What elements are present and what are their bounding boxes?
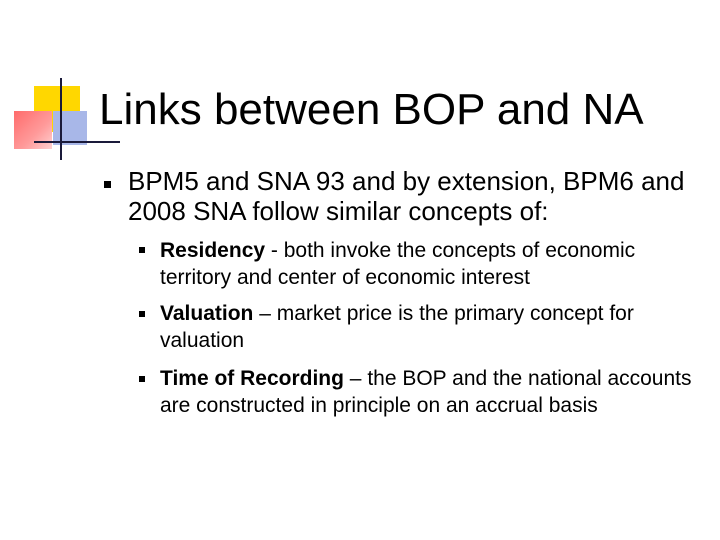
logo-vertical-line [60, 78, 62, 160]
sub-bullet-text: – the BOP and the national accounts are constructed in principle on an accrual basis [160, 367, 692, 417]
bullet-icon [104, 181, 111, 188]
logo-pink-square [14, 111, 52, 149]
sub-bullet-residency [160, 237, 705, 291]
logo-blue-square [53, 111, 87, 145]
sub-bullet-time-of-recording [160, 365, 705, 419]
sub-bullet-icon [139, 311, 145, 317]
sub-bullet-term: Valuation [160, 302, 254, 325]
logo-horizontal-line [34, 141, 120, 143]
sub-bullet-term: Time of Recording [160, 367, 344, 390]
slide-title: Links between BOP and NA [99, 85, 644, 134]
sub-bullet-text: - both invoke the concepts of economic territory and center of economic interest [160, 239, 636, 289]
bullet-level1-text: BPM5 and SNA 93 and by extension, BPM6 and 2008 SNA follow similar concepts of: [128, 166, 685, 226]
sub-bullet-valuation [160, 300, 705, 354]
sub-bullet-term: Residency [160, 239, 266, 262]
sub-bullet-icon [139, 247, 145, 253]
sub-bullet-text: – market price is the primary concept for valuation [160, 302, 634, 352]
sub-bullet-icon [139, 376, 145, 382]
